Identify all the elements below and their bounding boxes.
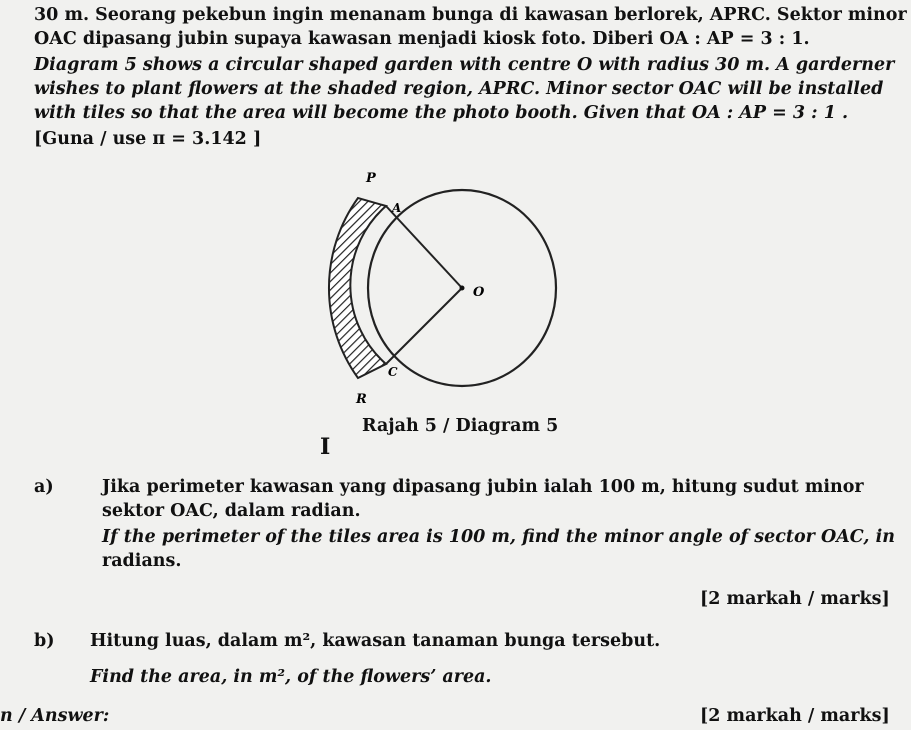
part-a-marks: [2 markah / marks] — [700, 589, 890, 609]
question-english-line-1: Diagram 5 shows a circular shaped garden with centre O with radius 30 m. A garderner — [34, 55, 895, 75]
centre-o-dot — [460, 286, 465, 291]
label-r: R — [356, 392, 367, 407]
part-a-malay-line-2: sektor OAC, dalam radian. — [102, 501, 361, 521]
label-a: A — [392, 201, 402, 215]
part-b-malay: Hitung luas, dalam m², kawasan tanaman bunga tersebut. — [90, 631, 661, 651]
pi-note: [Guna / use π = 3.142 ] — [34, 129, 262, 149]
question-malay-line-2: OAC dipasang jubin supaya kawasan menjadi kiosk foto. Diberi OA : AP = 3 : 1. — [34, 29, 810, 49]
label-p: P — [366, 171, 376, 186]
label-c: C — [388, 365, 398, 379]
question-english-line-3: with tiles so that the area will become the photo booth. Given that OA : AP = 3 : 1 . — [34, 103, 849, 123]
diagram-caption: Rajah 5 / Diagram 5 — [362, 416, 559, 436]
radius-oa — [386, 206, 462, 288]
part-b-marks: [2 markah / marks] — [700, 706, 890, 726]
question-english-line-2: wishes to plant flowers at the shaded region, APRC. Minor sector OAC will be installed — [34, 79, 884, 99]
text-cursor-icon: I — [320, 434, 331, 460]
circle-sector-diagram — [300, 160, 610, 420]
part-a-malay-line-1: Jika perimeter kawasan yang dipasang jubin ialah 100 m, hitung sudut minor — [102, 477, 864, 497]
radius-oc — [386, 288, 462, 364]
part-a-english-line-1: If the perimeter of the tiles area is 100 m, find the minor angle of sector OAC, in — [102, 527, 895, 547]
part-a-label: a) — [34, 477, 54, 497]
part-b-label: b) — [34, 631, 55, 651]
part-a-english-line-2: radians. — [102, 551, 182, 571]
answer-label: n / Answer: — [0, 706, 110, 726]
label-o: O — [473, 285, 485, 300]
question-malay-line-1: 30 m. Seorang pekebun ingin menanam bunga di kawasan berlorek, APRC. Sektor minor — [34, 5, 907, 25]
part-b-english: Find the area, in m², of the flowers’ area. — [90, 667, 492, 687]
shaded-region-aprc — [329, 198, 386, 378]
